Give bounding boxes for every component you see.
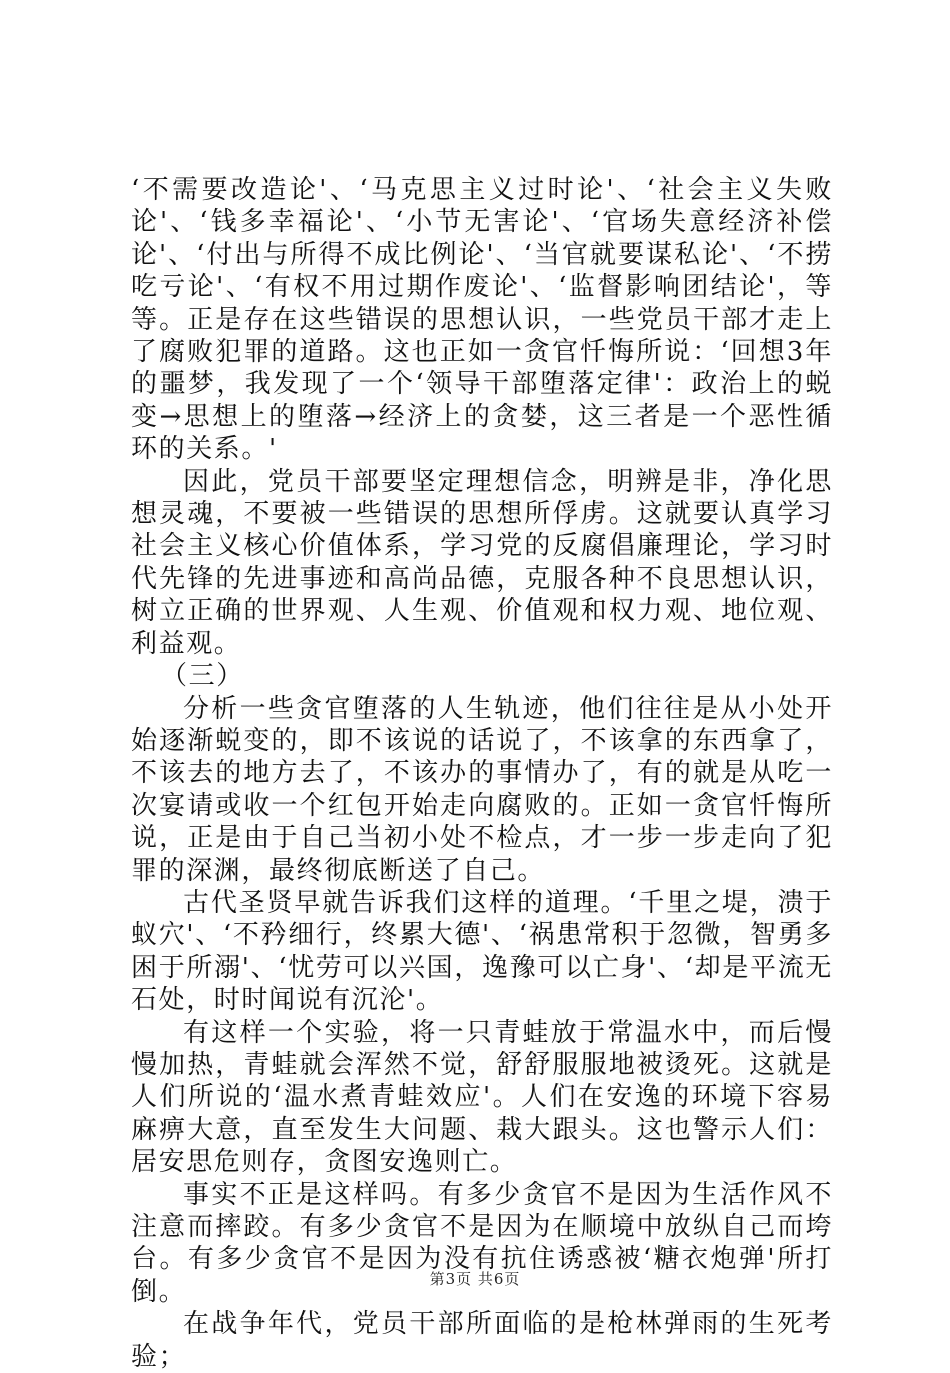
paragraph-continuation: ‘不需要改造论'、‘马克思主义过时论'、‘社会主义失败论'、‘钱多幸福论'、‘小节无害论'、‘官场失意经济补偿论'、‘付出与所得不成比例论'、‘当官就要谋私论'、‘不捞吃亏论'、‘有权不用过期作废论'、‘监督影响团结论'，等等。正是存在这些错误的思想认识，一些党员干部才走上了腐败犯罪的道路。这也正如一贪官忏悔所说：‘回想3年的噩梦，我发现了一个‘领导干部堕落定律'：政治上的蜕变→思想上的堕落→经济上的贪婪，这三者是一个恶性循环的关系。' — [131, 175, 833, 465]
section-marker: （三） — [161, 661, 244, 692]
paragraph: 事实不正是这样吗。有多少贪官不是因为生活作风不注意而摔跤。有多少贪官不是因为在顺境中放纵自己而垮台。有多少贪官不是因为没有抗住诱惑被‘糖衣炮弹'所打倒。 — [131, 1179, 833, 1307]
paragraph: 在战争年代，党员干部所面临的是枪林弹雨的生死考验； — [131, 1309, 833, 1372]
paragraph: 古代圣贤早就告诉我们这样的道理。‘千里之堤，溃于蚁穴'、‘不矜细行，终累大德'、‘祸患常积于忽微，智勇多困于所溺'、‘忧劳可以兴国，逸豫可以亡身'、‘却是平流无石处，时时闻说有沉沦'。 — [131, 887, 833, 1016]
paragraph: 分析一些贪官堕落的人生轨迹，他们往往是从小处开始逐渐蜕变的，即不该说的话说了，不该拿的东西拿了，不该去的地方去了，不该办的事情办了，有的就是从吃一次宴请或收一个红包开始走向腐败的。正如一贪官忏悔所说，正是由于自己当初小处不检点，才一步一步走向了犯罪的深渊，最终彻底断送了自己。 — [131, 693, 833, 886]
paragraph: 因此，党员干部要坚定理想信念，明辨是非，净化思想灵魂，不要被一些错误的思想所俘虏。这就要认真学习社会主义核心价值体系，学习党的反腐倡廉理论，学习时代先锋的先进事迹和高尚品德，克服各种不良思想认识，树立正确的世界观、人生观、价值观和权力观、地位观、利益观。 — [131, 466, 833, 659]
page-footer: 第3页 共6页 — [429, 1270, 521, 1288]
document-body — [131, 174, 833, 1373]
paragraph: 有这样一个实验，将一只青蛙放于常温水中，而后慢慢加热，青蛙就会浑然不觉，舒舒服服地被烫死。这就是人们所说的‘温水煮青蛙效应'。人们在安逸的环境下容易麻痹大意，直至发生大问题、栽大跟头。这也警示人们：居安思危则存，贪图安逸则亡。 — [131, 1017, 833, 1178]
